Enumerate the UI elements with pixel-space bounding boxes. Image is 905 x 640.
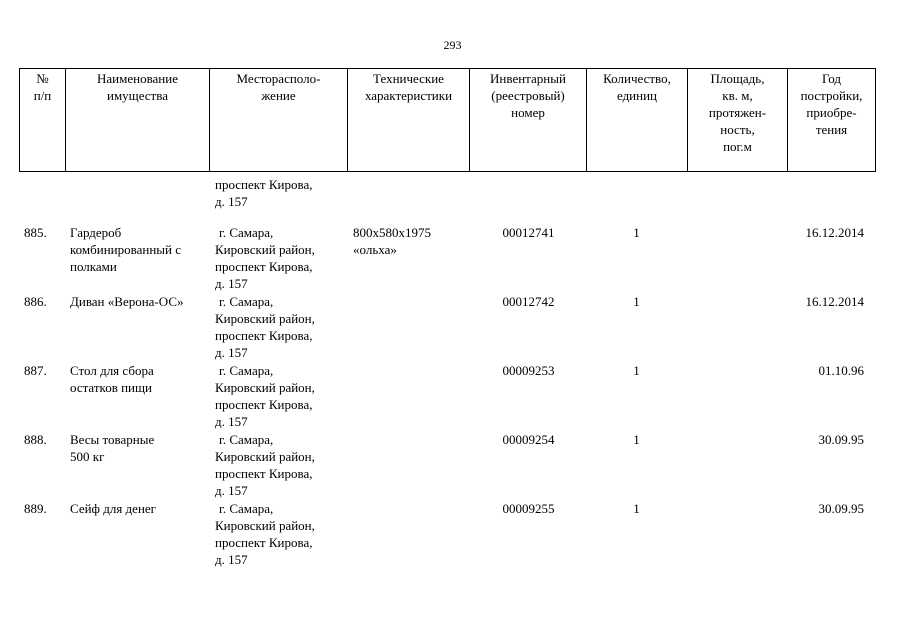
row-year: 16.12.2014 [805,294,864,309]
table-header [19,68,876,172]
row-quantity: 1 [633,501,640,516]
row-inventory: 00009253 [502,363,555,378]
row-location: г. Самара, Кировский район, проспект Кирова, д. 157 [215,363,315,429]
row-inventory: 00009254 [502,432,555,447]
header-num: № п/п [20,69,66,171]
carryover-location: проспект Кирова, д. 157 [215,177,313,209]
header-location: Месторасполо- жение [210,69,348,171]
row-location: г. Самара, Кировский район, проспект Кирова, д. 157 [215,225,315,291]
row-year: 30.09.95 [818,432,864,447]
row-name: Сейф для денег [70,501,157,516]
header-name: Наименование имущества [66,69,210,171]
row-name: Диван «Верона-ОС» [70,294,184,309]
row-inventory: 00012741 [502,225,555,240]
header-inventory: Инвентарный (реестровый) номер [470,69,587,171]
row-year: 16.12.2014 [805,225,864,240]
row-inventory: 00009255 [502,501,555,516]
row-inventory: 00012742 [502,294,555,309]
row-number: 889. [24,501,47,516]
row-name: Стол для сбора остатков пищи [70,363,154,395]
row-year: 01.10.96 [818,363,864,378]
header-year: Год постройки, приобре- тения [800,71,863,137]
row-quantity: 1 [633,363,640,378]
row-quantity: 1 [633,225,640,240]
row-location: г. Самара, Кировский район, проспект Кирова, д. 157 [215,501,315,567]
row-name: Весы товарные 500 кг [70,432,155,464]
row-name: Гардероб комбинированный с полками [70,225,181,274]
row-quantity: 1 [633,432,640,447]
header-quantity: Количество, единиц [587,69,688,171]
header-tech: Технические характеристики [348,69,470,171]
row-year: 30.09.95 [818,501,864,516]
row-number: 888. [24,432,47,447]
row-number: 887. [24,363,47,378]
row-location: г. Самара, Кировский район, проспект Кирова, д. 157 [215,294,315,360]
row-number: 885. [24,225,47,240]
row-quantity: 1 [633,294,640,309]
header-area: Площадь, кв. м, протяжен- ность, пог.м [688,69,788,171]
row-tech: 800х580х1975 «ольха» [353,225,431,257]
row-number: 886. [24,294,47,309]
row-location: г. Самара, Кировский район, проспект Кирова, д. 157 [215,432,315,498]
page-number: 293 [443,38,462,52]
